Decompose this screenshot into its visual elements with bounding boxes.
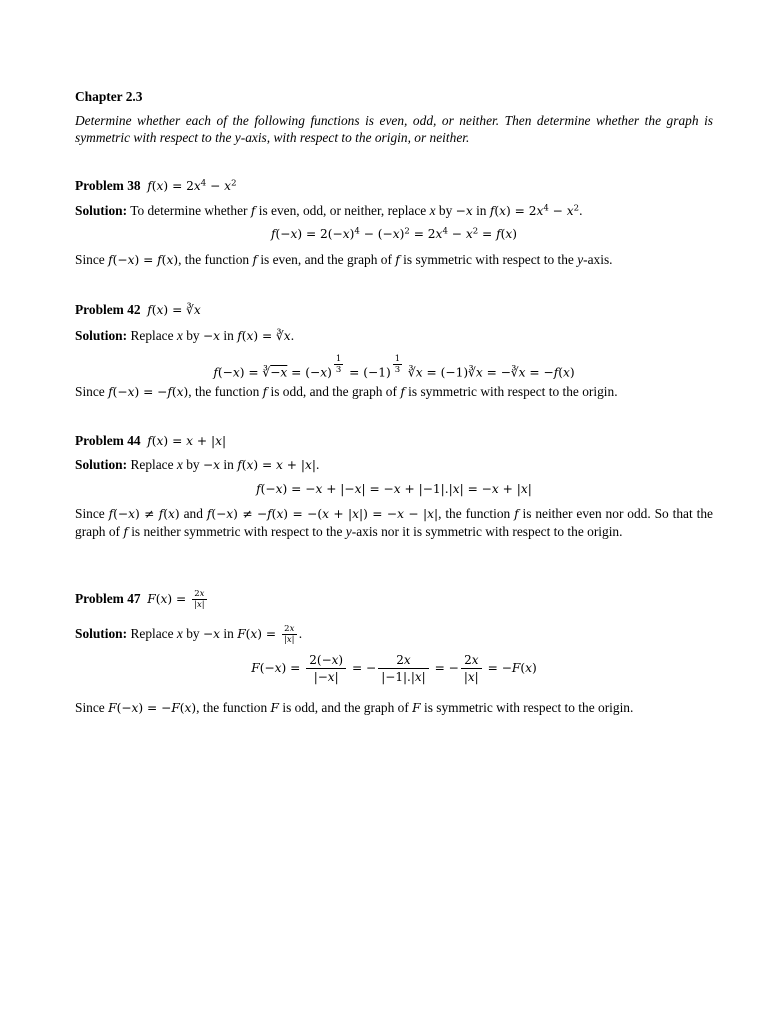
problem-38-equation: 𝑓(−𝑥) = 2(−𝑥)$^4$ − (−𝑥)$^2$ = 2𝑥$^4$ − 𝑥$^2$ = 𝑓(𝑥) [270,226,518,241]
problem-47-heading: Problem 47 [75,591,141,606]
problem-38-conclusion: Since 𝑓(−𝑥) = 𝑓(𝑥), the function 𝑓 is even, and the graph of 𝑓 is symmetric with respect to the y-axis. [75,252,613,267]
problem-42-equation: 𝑓(−𝑥) = ∛−𝑥 = (−𝑥) $\frac{1}{3}$ = (−1) $\frac{1}{3}$ ∛𝑥 = (−1)∛𝑥 = −∛𝑥 = −𝑓(𝑥) [213,354,575,380]
problem-47-equation: 𝐹(−𝑥) = $\frac{\text{2(−𝑥)}}{\text{|−𝑥|}}$ = − $\frac{\text{2𝑥}}{\text{|−1|.|𝑥|}}$ = − $\frac{\text{2𝑥}}{\text{|𝑥|}}$ = −𝐹(𝑥) [251,653,537,684]
problem-47-conclusion: Since 𝐹(−𝑥) = −𝐹(𝑥), the function 𝐹 is odd, and the graph of 𝐹 is symmetric with respect to the origin. [75,700,634,715]
problem-42-heading: Problem 42 [75,302,141,317]
problem-44-conclusion: Since 𝑓(−𝑥) ≠ 𝑓(𝑥) and 𝑓(−𝑥) ≠ −𝑓(𝑥) = −(𝑥 + |𝑥|) = −𝑥 − |𝑥|, the function 𝑓 is neither even nor odd. So that the graph of 𝑓 is neither symmetric with respect to the y-axis nor it is symmetric with respect to the origin. [75,506,713,539]
problem-44-function: 𝑓(𝑥) = 𝑥 + |𝑥| [147,434,227,448]
problem-47-function: 𝐹(𝑥) = $\frac{\text{2𝑥}}{\text{|𝑥|}}$ [147,589,205,610]
problem-44-heading: Problem 44 [75,433,141,448]
problem-38-heading-line [75,177,713,195]
problem-42-heading-line [75,301,713,319]
problem-38-solution: Solution: To determine whether 𝑓 is even, odd, or neither, replace x by −𝑥 in 𝑓(𝑥) = 2𝑥$^4$ − 𝑥$^2$. [75,203,583,218]
problem-47-heading-line [75,590,713,609]
problem-42-function: 𝑓(𝑥) = ∛𝑥 [147,303,201,317]
problem-42-conclusion: Since 𝑓(−𝑥) = −𝑓(𝑥), the function 𝑓 is odd, and the graph of 𝑓 is symmetric with respect to the origin. [75,384,618,399]
problem-44-heading-line [75,432,713,450]
problem-38-function: 𝑓(𝑥) = 2𝑥$^4$ − 𝑥$^2$ [147,178,237,193]
problem-44-equation: 𝑓(−𝑥) = −𝑥 + |−𝑥| = −𝑥 + |−1|.|𝑥| = −𝑥 + |𝑥| [256,482,532,496]
problem-47-solution-label: Solution: [75,626,128,641]
problem-42-solution: Solution: Replace x by −𝑥 in 𝑓(𝑥) = ∛𝑥. [75,328,295,343]
problem-44-solution: Solution: Replace x by −𝑥 in 𝑓(𝑥) = 𝑥 + |𝑥|. [75,457,320,472]
problem-38-solution-label: Solution: [75,203,128,218]
problem-44-solution-label: Solution: [75,457,128,472]
problem-38-heading: Problem 38 [75,178,141,193]
problem-42-solution-label: Solution: [75,328,128,343]
chapter-heading: Chapter 2.3 [75,89,143,104]
instructions: Determine whether each of the following functions is even, odd, or neither. Then determine whether the graph is symmetric with respect to the y-axis, with respect to the origin, or neither. [75,113,713,145]
problem-47-solution: Solution: Replace x by −𝑥 in 𝐹(𝑥) = $\frac{\text{2𝑥}}{\text{|𝑥|}}$ . [75,624,303,645]
